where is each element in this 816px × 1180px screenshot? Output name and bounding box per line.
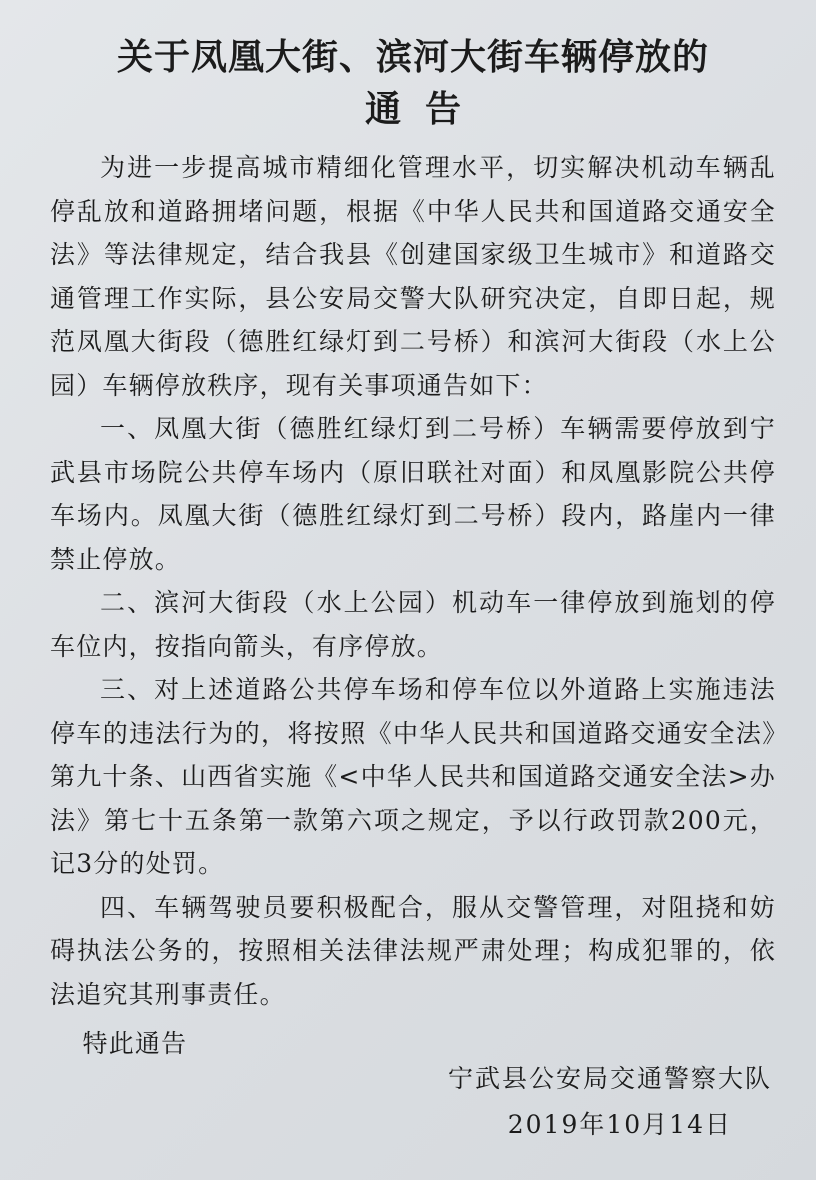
- notice-title: 关于凤凰大街、滨河大街车辆停放的: [116, 36, 709, 78]
- notice-item-4: 四、车辆驾驶员要积极配合，服从交警管理，对阻挠和妨碍执法公务的，按照相关法律法规严肃处理；构成犯罪的，依法追究其刑事责任。: [50, 892, 776, 1009]
- notice-item-3: 三、对上述道路公共停车场和停车位以外道路上实施违法停车的违法行为的，将按照《中华人民共和国道路交通安全法》第九十条、山西省实施《<中华人民共和国道路交通安全法>办法》第七十五条第一款第六项之规定，予以行政罚款200元，记3分的处罚。: [50, 675, 776, 878]
- notice-body: [50, 146, 776, 1016]
- notice-title-suffix: 通告: [364, 88, 485, 130]
- notice-item-2: 二、滨河大街段（水上公园）机动车一律停放到施划的停车位内，按指向箭头，有序停放。: [50, 588, 776, 661]
- notice-intro-paragraph: 为进一步提高城市精细化管理水平，切实解决机动车辆乱停乱放和道路拥堵问题，根据《中华人民共和国道路交通安全法》等法律规定，结合我县《创建国家级卫生城市》和道路交通管理工作实际，县公安局交警大队研究决定，自即日起，规范凤凰大街段（德胜红绿灯到二号桥）和滨河大街段（水上公园）车辆停放秩序，现有关事项通告如下：: [50, 153, 776, 400]
- notice-signature-block: [448, 1056, 772, 1148]
- notice-item-1: 一、凤凰大街（德胜红绿灯到二号桥）车辆需要停放到宁武县市场院公共停车场内（原旧联社对面）和凤凰影院公共停车场内。凤凰大街（德胜红绿灯到二号桥）段内，路崖内一律禁止停放。: [50, 414, 776, 574]
- notice-date: 2019年10月14日: [507, 1110, 732, 1139]
- notice-closing: 特此通告: [82, 1029, 188, 1058]
- notice-issuer: 宁武县公安局交通警察大队: [447, 1064, 772, 1093]
